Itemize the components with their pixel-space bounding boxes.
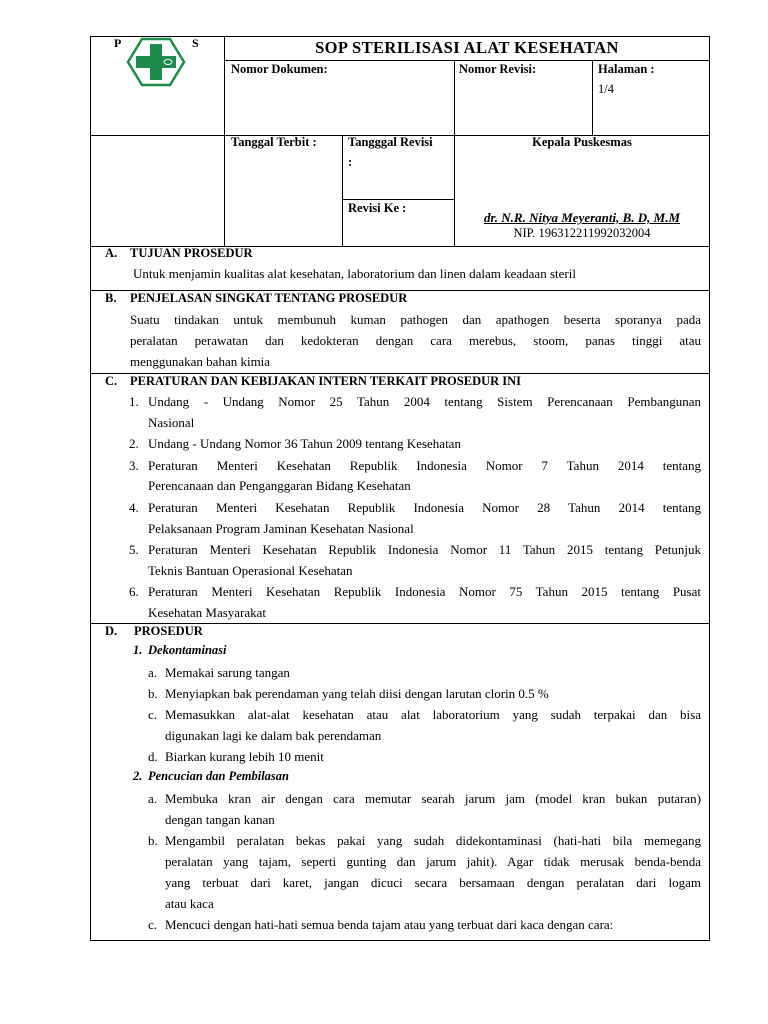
header-divider [224,36,225,246]
nomor-dokumen-label: Nomor Dokumen: [231,62,328,76]
list-item-text: Undang - Undang Nomor 36 Tahun 2009 tentang Kesehatan [148,436,461,451]
header-divider [454,60,455,135]
list-item-text: peralatan yang tajam, seperti gunting dan jarum jahit). Agar tidak merusak benda-benda [165,854,701,869]
list-item-text: digunakan lagi ke dalam bak perendaman [165,728,382,743]
list-item-text: Peraturan Menteri Kesehatan Republik Indonesia Nomor 75 Tahun 2015 tentang Pusat [148,584,701,599]
list-item-number: 5. [129,542,139,557]
list-item-letter: c. [148,707,158,722]
list-item-text: Peraturan Menteri Kesehatan Republik Indonesia Nomor 7 Tahun 2014 tentang [148,458,701,473]
section-c-letter: C. [105,374,118,388]
puskesmas-logo [114,36,210,88]
document-title: SOP STERILISASI ALAT KESEHATAN [315,38,619,57]
list-item-text: Nasional [148,415,195,430]
list-item-text: Memakai sarung tangan [165,665,290,680]
sub2-title: Pencucian dan Pembilasan [148,769,289,783]
tanggal-revisi-colon: : [348,155,353,169]
logo-letter-left: P [114,36,122,50]
list-item-letter: d. [148,749,158,764]
halaman-label: Halaman : [598,62,655,76]
list-item-text: Pelaksanaan Program Jaminan Kesehatan Nasional [148,521,414,536]
header-divider [342,199,454,200]
nomor-revisi-label: Nomor Revisi: [459,62,537,76]
list-item-number: 6. [129,584,139,599]
header-divider [592,60,593,135]
list-item-number: 2. [129,436,139,451]
list-item-number: 1. [129,394,139,409]
list-item-number: 3. [129,458,139,473]
revisi-ke-label: Revisi Ke : [348,201,407,215]
list-item-text: Biarkan kurang lebih 10 menit [165,749,324,764]
section-b-line: menggunakan bahan kimia [130,354,271,369]
tanggal-terbit-label: Tanggal Terbit : [231,135,317,149]
list-item-text: Undang - Undang Nomor 25 Tahun 2004 tentang Sistem Perencanaan Pembangunan [148,394,701,409]
section-a-heading: TUJUAN PROSEDUR [130,246,253,260]
list-item-text: Teknis Bantuan Operasional Kesehatan [148,563,353,578]
section-b-line: Suatu tindakan untuk membunuh kuman pathogen dan apathogen beserta sporanya pada [130,312,701,327]
section-c-heading: PERATURAN DAN KEBIJAKAN INTERN TERKAIT PROSEDUR INI [130,374,522,388]
sub1-number: 1. [133,643,143,657]
list-item-text: yang terbuat dari karet, jangan dicuci secara bersamaan dengan peralatan dari logam [165,875,701,890]
section-b-line: peralatan perawatan dan kedokteran dengan cara merebus, stoom, panas tinggi atau [130,333,701,348]
section-b-letter: B. [105,291,117,305]
list-item-text: Mengambil peralatan bekas pakai yang sudah didekontaminasi (hati-hati bila memegang [165,833,701,848]
sub1-title: Dekontaminasi [148,643,227,657]
list-item-text: Peraturan Menteri Kesehatan Republik Indonesia Nomor 28 Tahun 2014 tentang [148,500,701,515]
header-divider [224,60,710,61]
list-item-letter: c. [148,917,158,932]
list-item-number: 4. [129,500,139,515]
signer-nip: NIP. 196312211992032004 [513,226,651,240]
list-item-text: Membuka kran air dengan cara memutar searah jarum jam (model kran bukan putaran) [165,791,701,806]
list-item-letter: b. [148,833,158,848]
list-item-letter: a. [148,791,158,806]
header-divider [342,135,343,246]
section-d-heading: PROSEDUR [134,624,203,638]
signer-name: dr. N.R. Nitya Meyeranti, B. D, M.M [483,210,681,225]
halaman-value: 1/4 [598,82,614,96]
section-d-letter: D. [105,624,118,638]
section-a-letter: A. [105,246,118,260]
sub2-number: 2. [133,769,143,783]
list-item-text: Mencuci dengan hati-hati semua benda tajam atau yang terbuat dari kaca dengan cara: [165,917,614,932]
list-item-text: Kesehatan Masyarakat [148,605,267,620]
list-item-text: atau kaca [165,896,214,911]
logo-letter-right: S [192,36,199,50]
list-item-letter: a. [148,665,158,680]
section-b-heading: PENJELASAN SINGKAT TENTANG PROSEDUR [130,291,408,305]
list-item-text: Peraturan Menteri Kesehatan Republik Indonesia Nomor 11 Tahun 2015 tentang Petunjuk [148,542,701,557]
kepala-puskesmas-label: Kepala Puskesmas [532,135,632,149]
list-item-text: dengan tangan kanan [165,812,275,827]
list-item-text: Memasukkan alat-alat kesehatan atau alat laboratorium yang sudah terpakai dan bisa [165,707,701,722]
list-item-text: Menyiapkan bak perendaman yang telah diisi dengan larutan clorin 0.5 % [165,686,549,701]
list-item-letter: b. [148,686,158,701]
section-a-text: Untuk menjamin kualitas alat kesehatan, laboratorium dan linen dalam keadaan steril [133,266,576,281]
tanggal-revisi-label: Tangggal Revisi [348,135,433,149]
list-item-text: Perencanaan dan Penganggaran Bidang Kesehatan [148,478,411,493]
health-cross-icon [124,36,188,88]
